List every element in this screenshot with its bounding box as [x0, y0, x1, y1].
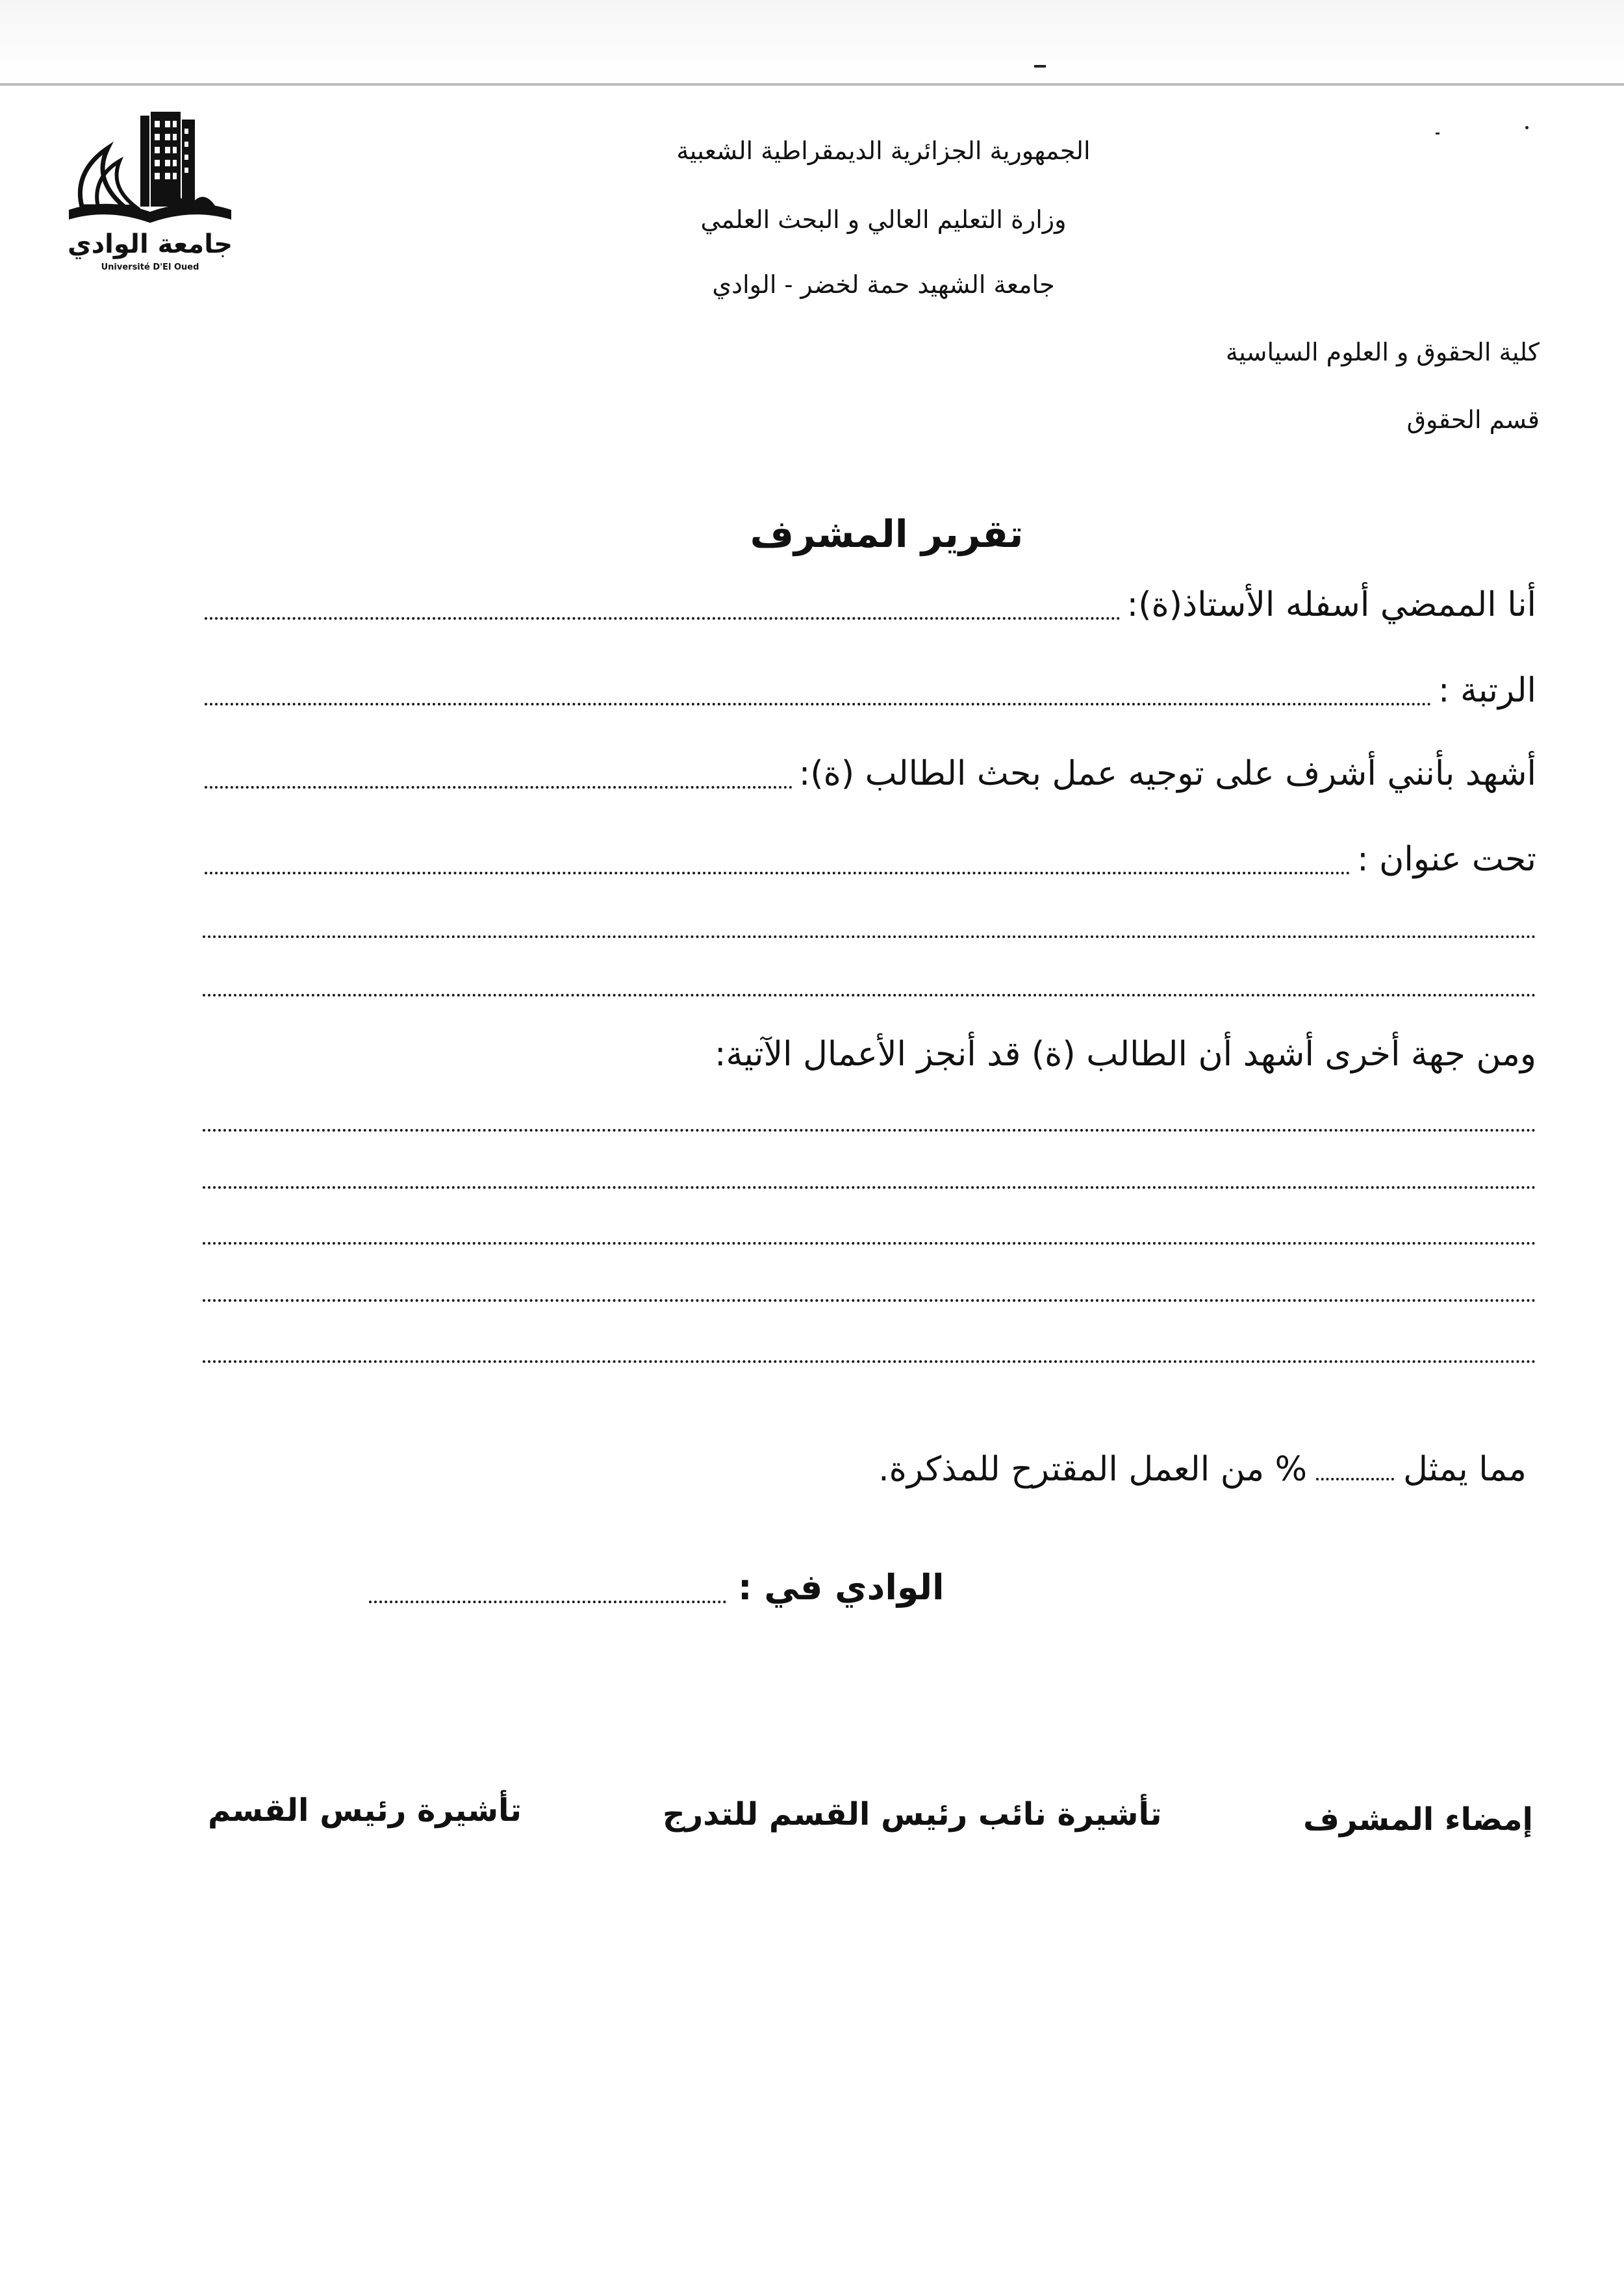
header-republic: الجمهورية الجزائرية الديمقراطية الشعبية	[676, 136, 1091, 165]
percentage-prefix: مما يمثل	[1403, 1450, 1527, 1489]
work-done-line[interactable]	[203, 1360, 1536, 1363]
date-field	[369, 1560, 945, 1612]
scan-mark	[1525, 126, 1529, 129]
department-head-visa-label: تأشيرة رئيس القسم	[208, 1792, 522, 1829]
work-done-label: ومن جهة أخرى أشهد أن الطالب (ة) قد أنجز الأعمال الآتية:	[714, 1035, 1536, 1074]
work-done-field	[205, 1028, 1536, 1077]
work-done-line[interactable]	[203, 1186, 1536, 1189]
work-done-line[interactable]	[203, 1299, 1536, 1302]
student-input-line[interactable]	[205, 786, 793, 789]
date-input-line[interactable]	[369, 1601, 726, 1603]
rank-label: الرتبة :	[1438, 671, 1536, 710]
supervision-field	[205, 747, 1536, 796]
thesis-title-continuation-line[interactable]	[203, 994, 1536, 996]
professor-field	[205, 578, 1536, 628]
professor-label: أنا الممضي أسفله الأستاذ(ة):	[1126, 585, 1536, 624]
percentage-statement	[878, 1445, 1527, 1494]
university-building-icon	[62, 109, 238, 233]
university-logo	[62, 109, 238, 281]
rank-field	[205, 664, 1536, 713]
thesis-title-continuation-line[interactable]	[203, 935, 1536, 938]
page-title: تقرير المشرف	[750, 512, 1024, 556]
thesis-title-field	[205, 833, 1536, 882]
percentage-suffix: % من العمل المقترح للمذكرة.	[878, 1450, 1308, 1489]
percentage-input-line[interactable]	[1316, 1478, 1394, 1480]
professor-input-line[interactable]	[205, 617, 1121, 620]
rank-input-line[interactable]	[205, 703, 1432, 705]
faculty-name: كلية الحقوق و العلوم السياسية	[1225, 338, 1540, 366]
supervision-label: أشهد بأنني أشرف على توجيه عمل بحث الطالب (ة):	[798, 754, 1536, 793]
header-ministry: وزارة التعليم العالي و البحث العلمي	[700, 205, 1067, 234]
header-university: جامعة الشهيد حمة لخضر - الوادي	[712, 270, 1055, 299]
deputy-head-visa-label: تأشيرة نائب رئيس القسم للتدرج	[663, 1796, 1162, 1833]
thesis-title-input-line[interactable]	[205, 872, 1351, 874]
logo-arabic-name: جامعة الوادي	[67, 229, 233, 259]
scan-top-edge	[0, 0, 1624, 83]
scan-mark	[1034, 65, 1046, 68]
supervisor-signature-label: إمضاء المشرف	[1303, 1801, 1533, 1838]
date-label: الوادي في :	[738, 1567, 945, 1608]
scan-mark	[1436, 133, 1440, 134]
work-done-line[interactable]	[203, 1242, 1536, 1245]
section-name: قسم الحقوق	[1406, 405, 1540, 434]
thesis-title-label: تحت عنوان :	[1357, 840, 1536, 879]
work-done-line[interactable]	[203, 1129, 1536, 1132]
logo-french-name: Université D'El Oued	[101, 262, 199, 272]
scan-edge-line	[0, 83, 1624, 86]
